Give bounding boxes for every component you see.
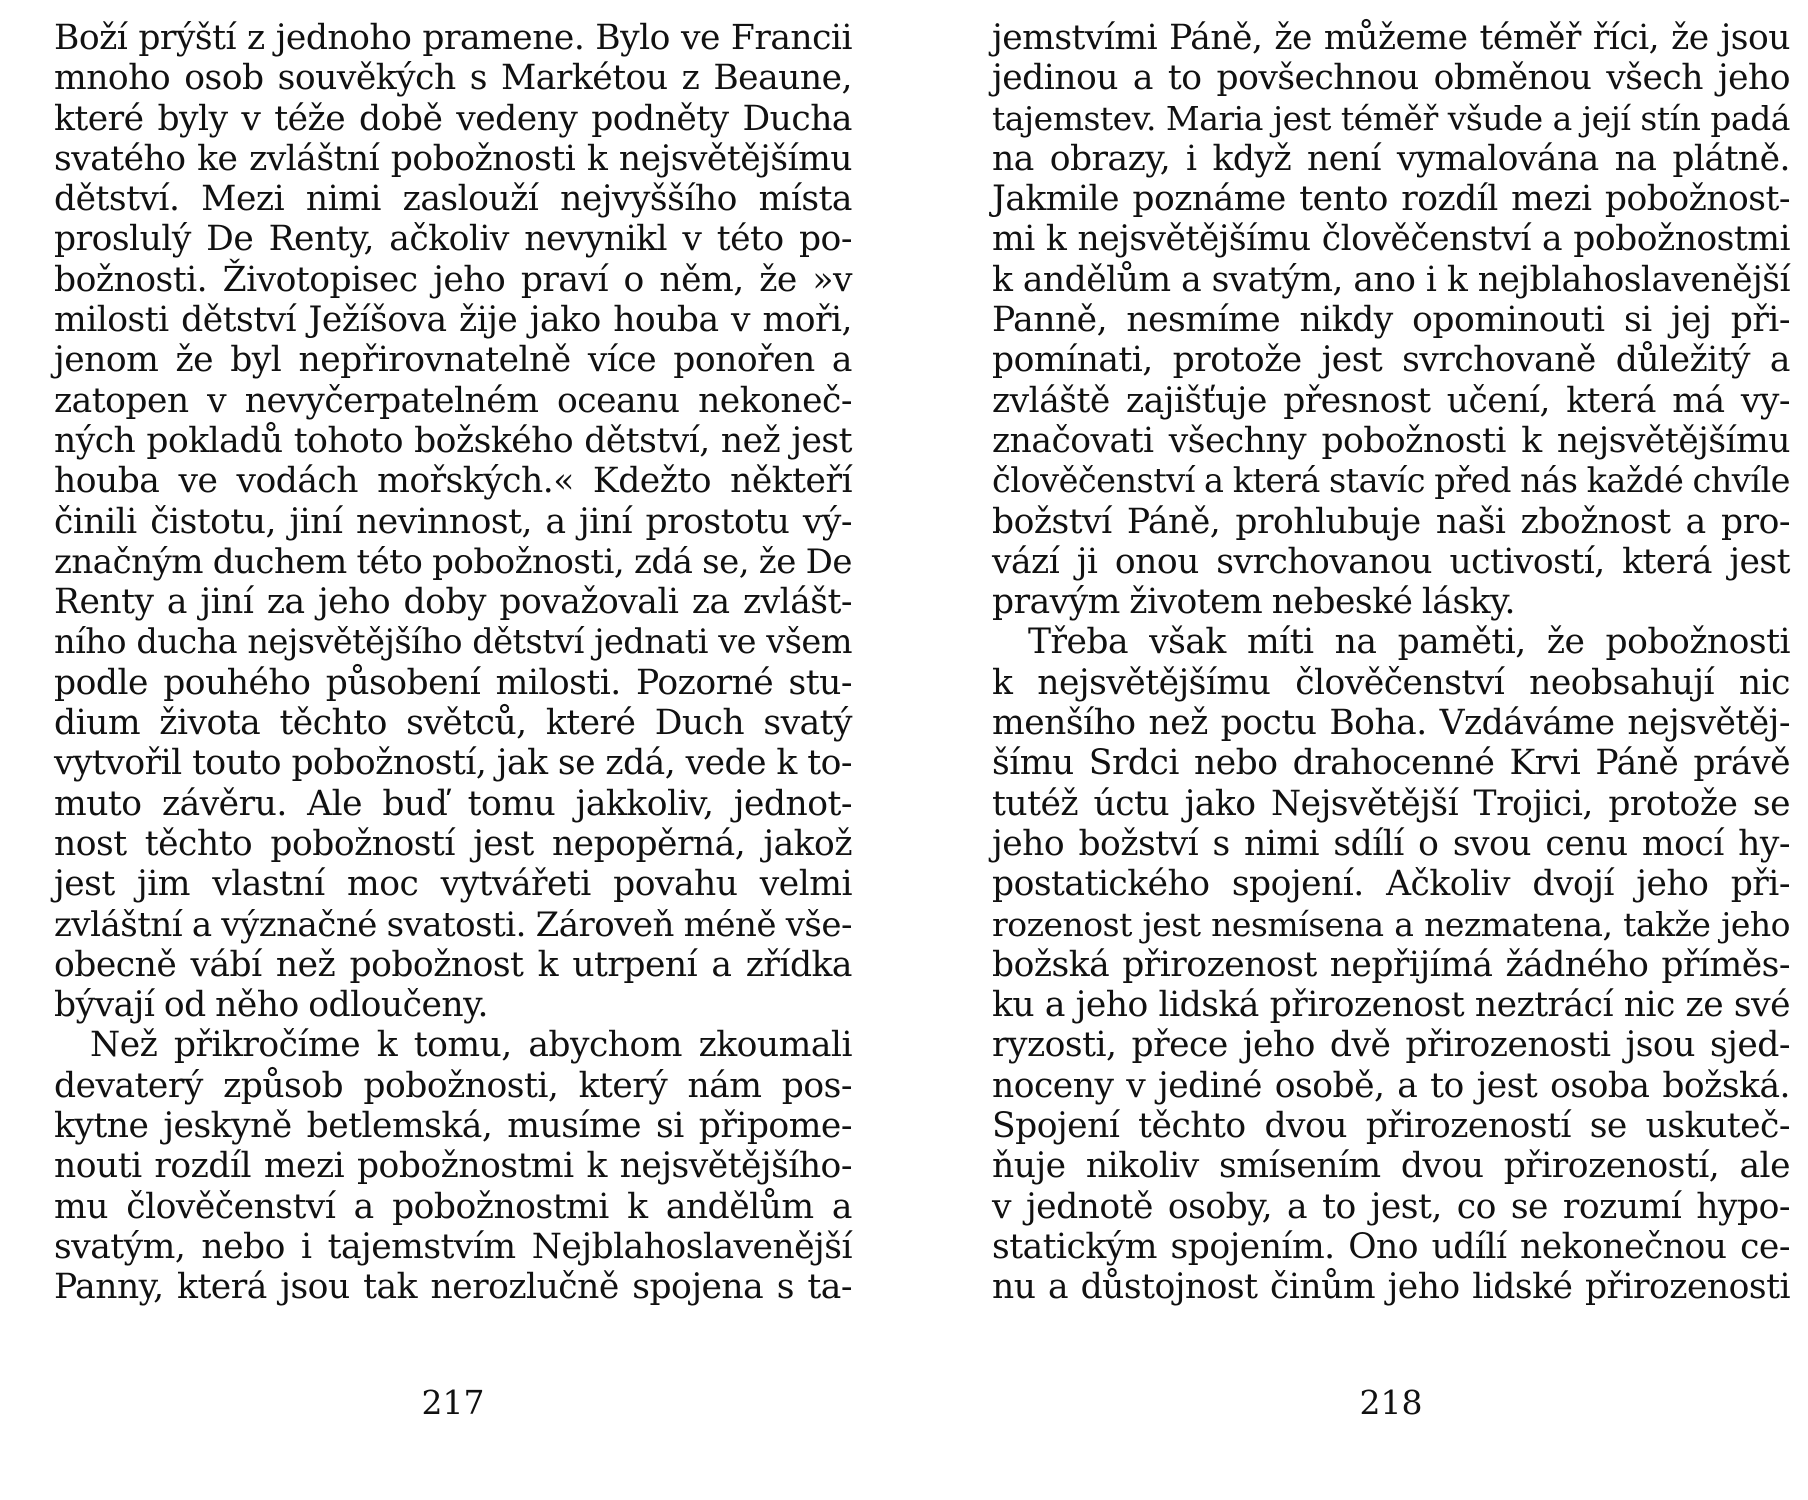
text-line: nu a důstojnost činům jeho lidské přirozenosti — [992, 1267, 1790, 1308]
text-line: k andělům a svatým, ano i k nejblahoslavenější — [992, 259, 1790, 300]
text-line: dium života těchto světců, které Duch svatý — [54, 703, 852, 744]
text-line: tajemstev. Maria jest téměř všude a její stín padá — [992, 98, 1790, 138]
left-page-text — [54, 18, 852, 1308]
left-page — [54, 18, 852, 1478]
text-line: svatého ke zvláštní pobožnosti k nejsvětějšímu — [54, 138, 852, 179]
text-line: které byly v téže době vedeny podněty Ducha — [54, 98, 852, 139]
text-line: zvláště zajišťuje přesnost učení, která má vy- — [992, 380, 1790, 421]
text-line: ných pokladů tohoto božského dětství, než jest — [54, 420, 852, 461]
right-page — [992, 18, 1790, 1478]
text-line: postatického spojení. Ačkoliv dvojí jeho při- — [992, 864, 1790, 905]
text-line: Renty a jiní za jeho doby považovali za zvlášt- — [54, 582, 852, 623]
text-line: mi k nejsvětějšímu člověčenství a pobožnostmi — [992, 219, 1790, 260]
text-line: jeho božství s nimi sdílí o svou cenu mocí hy- — [992, 823, 1790, 864]
text-line: nost těchto pobožností jest nepopěrná, jakož — [54, 823, 852, 864]
text-line: pomínati, protože jest svrchovaně důležitý a — [992, 340, 1790, 381]
text-line: jest jim vlastní moc vytvářeti povahu velmi — [54, 864, 852, 905]
text-line: značovati všechny pobožnosti k nejsvětějšímu — [992, 420, 1790, 461]
text-line: k nejsvětějšímu člověčenství neobsahují nic — [992, 662, 1790, 703]
text-line: Panny, která jsou tak nerozlučně spojena s ta- — [54, 1267, 852, 1308]
text-line: značným duchem této pobožnosti, zdá se, že De — [54, 541, 852, 582]
text-line: muto závěru. Ale buď tomu jakkoliv, jednot- — [54, 783, 852, 824]
page-number: 218 — [1359, 1383, 1423, 1422]
right-page-text — [992, 18, 1790, 1308]
text-line: vytvořil touto pobožností, jak se zdá, vede k to- — [54, 743, 852, 784]
text-line: podle pouhého působení milosti. Pozorné stu- — [54, 662, 852, 703]
text-line: ku a jeho lidská přirozenost neztrácí nic ze své — [992, 985, 1790, 1026]
text-line: mu člověčenství a pobožnostmi k andělům a — [54, 1186, 852, 1227]
text-line: mnoho osob souvěkých s Markétou z Beaune, — [54, 58, 852, 99]
text-line: činili čistotu, jiní nevinnost, a jiní prostotu vý- — [54, 501, 852, 542]
text-line: obecně vábí než pobožnost k utrpení a zřídka — [54, 944, 852, 985]
text-line: zvláštní a význačné svatosti. Zároveň méně vše- — [54, 904, 852, 945]
text-line: Boží prýští z jednoho pramene. Bylo ve Francii — [54, 18, 852, 58]
text-line: proslulý De Renty, ačkoliv nevynikl v této po- — [54, 219, 852, 260]
text-line: zatopen v nevyčerpatelném oceanu nekoneč- — [54, 380, 852, 421]
text-line: šímu Srdci nebo drahocenné Krvi Páně právě — [992, 743, 1790, 784]
text-line: Jakmile poznáme tento rozdíl mezi pobožnost- — [992, 179, 1790, 220]
text-line: vází ji onou svrchovanou uctivostí, která jest — [992, 541, 1790, 582]
text-line: Třeba však míti na paměti, že pobožnosti — [1028, 622, 1790, 663]
text-line: božnosti. Životopisec jeho praví o něm, že »v — [54, 259, 852, 300]
text-line: ního ducha nejsvětějšího dětství jednati ve všem — [54, 622, 852, 662]
text-line: božská přirozenost nepřijímá žádného příměs- — [992, 944, 1790, 985]
text-line: v jednotě osoby, a to jest, co se rozumí hypo- — [992, 1186, 1790, 1227]
text-line: menšího než poctu Boha. Vzdáváme nejsvětěj- — [992, 703, 1790, 744]
text-line: Spojení těchto dvou přirozeností se uskuteč- — [992, 1106, 1790, 1147]
text-line: jemstvími Páně, že můžeme téměř říci, že jsou — [992, 18, 1790, 58]
text-line: božství Páně, prohlubuje naši zbožnost a pro- — [992, 501, 1790, 542]
text-line: Než přikročíme k tomu, abychom zkoumali — [90, 1025, 852, 1066]
text-line: milosti dětství Ježíšova žije jako houba v moři, — [54, 300, 852, 341]
text-line: Panně, nesmíme nikdy opominouti si jej při- — [992, 300, 1790, 341]
page-number: 217 — [421, 1383, 485, 1422]
text-line: člověčenství a která stavíc před nás každé chvíle — [992, 461, 1790, 501]
text-line: bývají od něho odloučeny. — [54, 985, 488, 1026]
text-line: ňuje nikoliv smísením dvou přirozeností, ale — [992, 1146, 1790, 1187]
text-line: ryzosti, přece jeho dvě přirozenosti jsou sjed- — [992, 1025, 1790, 1066]
text-line: noceny v jediné osobě, a to jest osoba božská. — [992, 1065, 1790, 1106]
text-line: devaterý způsob pobožnosti, který nám pos- — [54, 1065, 852, 1106]
text-line: houba ve vodách mořských.« Kdežto někteří — [54, 461, 852, 502]
text-line: svatým, nebo i tajemstvím Nejblahoslavenější — [54, 1226, 852, 1267]
text-line: tutéž úctu jako Nejsvětější Trojici, protože se — [992, 783, 1790, 824]
text-line: pravým životem nebeské lásky. — [992, 582, 1515, 623]
text-line: nouti rozdíl mezi pobožnostmi k nejsvětějšího- — [54, 1146, 852, 1187]
text-line: jedinou a to povšechnou obměnou všech jeho — [992, 58, 1790, 99]
text-line: kytne jeskyně betlemská, musíme si připome- — [54, 1106, 852, 1147]
text-line: statickým spojením. Ono udílí nekonečnou ce- — [992, 1226, 1790, 1267]
text-line: rozenost jest nesmísena a nezmatena, takže jeho — [992, 904, 1790, 944]
text-line: na obrazy, i když není vymalována na plátně. — [992, 138, 1790, 179]
text-line: dětství. Mezi nimi zaslouží nejvyššího místa — [54, 179, 852, 220]
text-line: jenom že byl nepřirovnatelně více ponořen a — [54, 340, 852, 381]
